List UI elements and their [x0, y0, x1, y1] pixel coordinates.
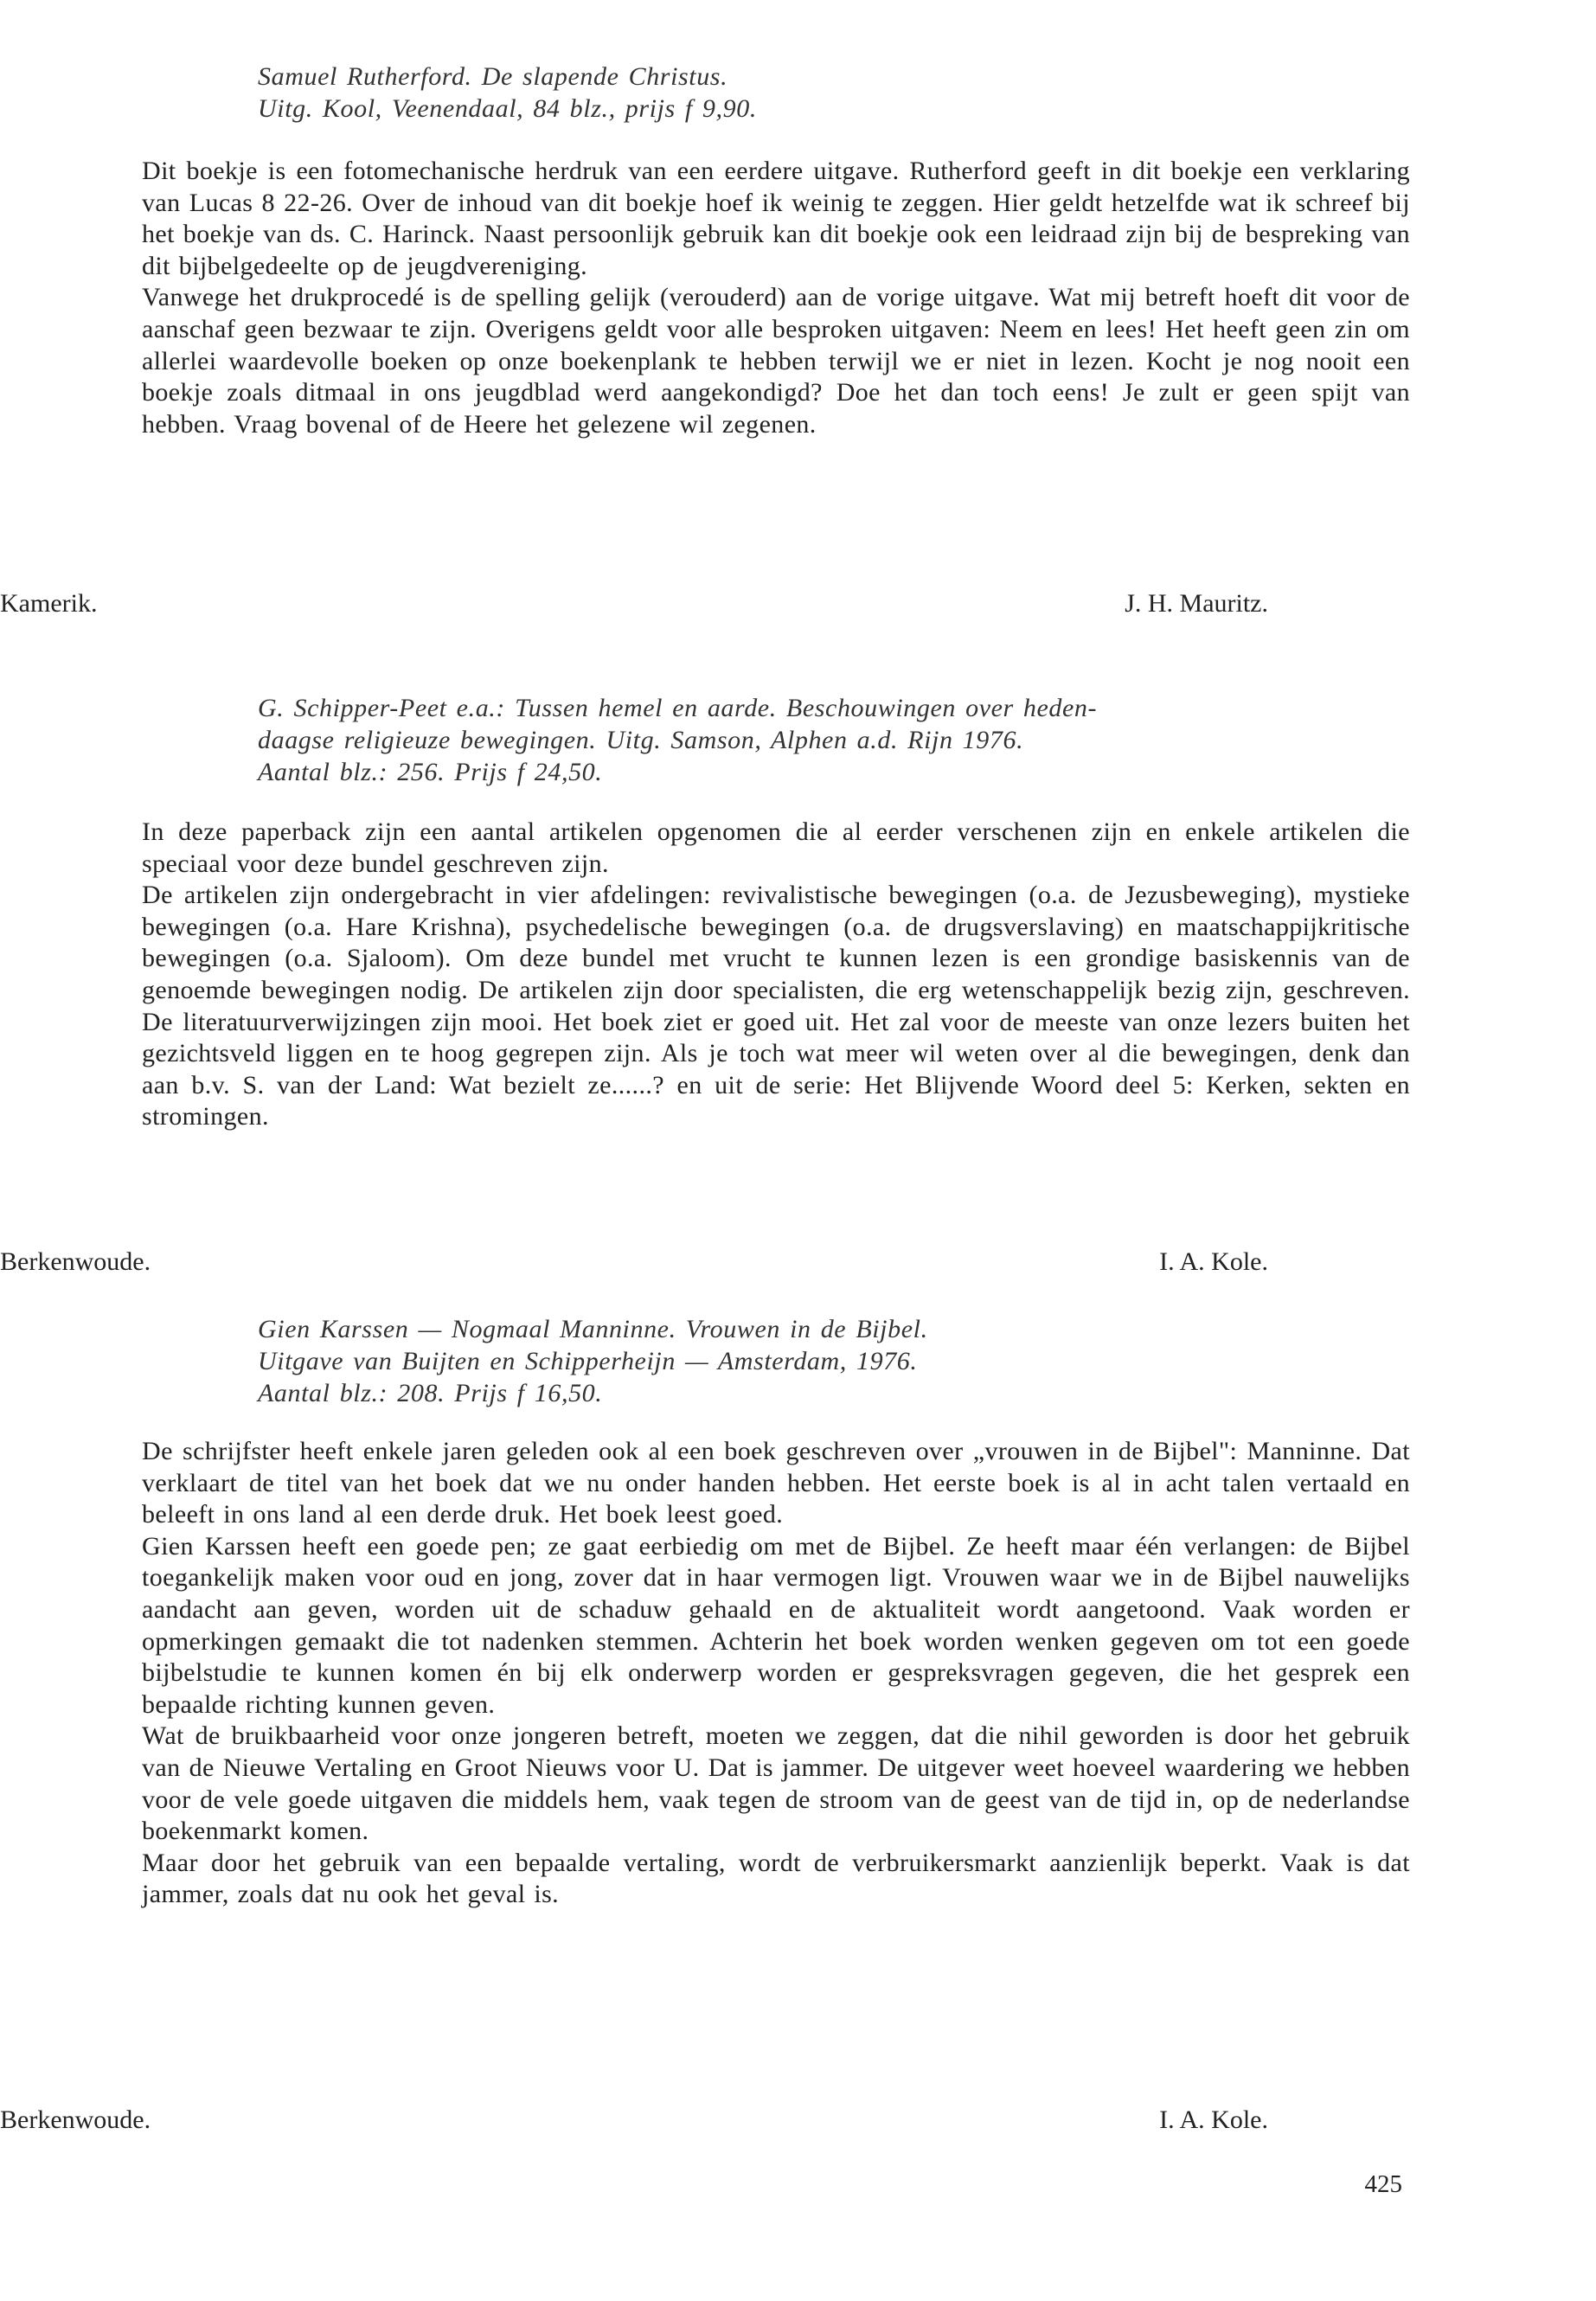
review-3-body — [142, 1436, 1410, 1911]
reviewer-name: I. A. Kole. — [1159, 2106, 1268, 2134]
heading-line: Aantal blz.: 208. Prijs f 16,50. — [258, 1379, 603, 1407]
page-number: 425 — [1364, 2170, 1402, 2198]
place: Berkenwoude. — [0, 1247, 151, 1276]
heading-line: daagse religieuze bewegingen. Uitg. Samson, Alphen a.d. Rijn 1976. — [258, 726, 1024, 754]
place: Berkenwoude. — [0, 2106, 151, 2134]
heading-line: G. Schipper-Peet e.a.: Tussen hemel en aarde. Beschouwingen over heden- — [258, 694, 1098, 722]
heading-line: Samuel Rutherford. De slapende Christus. — [258, 62, 728, 91]
review-3-heading — [258, 1313, 1382, 1409]
paragraph: Gien Karssen heeft een goede pen; ze gaat eerbiedig om met de Bijbel. Ze heeft maar één verlangen: de Bijbel toegankelijk maken voor oud en jong, zover dat in haar vermogen ligt. Vrouwen waar we in de Bijbel nauwelijks aandacht aan geven, worden uit de schaduw gehaald en de aktualiteit wordt aangetoond. Vaak worden er opmerkingen gemaakt die tot nadenken stemmen. Achterin het boek worden wenken gegeven om tot een goede bijbelstudie te kunnen komen én bij elk onderwerp worden er gespreksvragen gegeven, die het gesprek een bepaalde richting kunnen geven. — [142, 1531, 1410, 1719]
paragraph: De schrijfster heeft enkele jaren geleden ook al een boek geschreven over „vrouwen in de Bijbel": Manninne. Dat verklaart de titel van het boek dat we nu onder handen hebben. Het eerste boek is al in acht talen vertaald en beleeft in ons land al een derde druk. Het boek leest goed. — [142, 1437, 1410, 1529]
place: Kamerik. — [0, 589, 98, 618]
reviewer-name: I. A. Kole. — [1159, 1247, 1268, 1276]
paragraph: De artikelen zijn ondergebracht in vier afdelingen: revivalistische bewegingen (o.a. de Jezusbeweging), mystieke bewegingen (o.a. Hare Krishna), psychedelische bewegingen (o.a. de drugsverslaving) en maatschappijkritische bewegingen (o.a. Sjaloom). Om deze bundel met vrucht te kunnen lezen is een grondige basiskennis van de genoemde bewegingen nodig. De artikelen zijn door specialisten, die erg wetenschappelijk bezig zijn, geschreven. De literatuurverwijzingen zijn mooi. Het boek ziet er goed uit. Het zal voor de meeste van onze lezers buiten het gezichtsveld liggen en te hoog gegrepen zijn. Als je toch wat meer wil weten over al die bewegingen, denk dan aan b.v. S. van der Land: Wat bezielt ze......? en uit de serie: Het Blijvende Woord deel 5: Kerken, sekten en stromingen. — [142, 881, 1410, 1131]
paragraph: In deze paperback zijn een aantal artikelen opgenomen die al eerder verschenen zijn en enkele artikelen die speciaal voor deze bundel geschreven zijn. — [142, 817, 1410, 878]
heading-line: Uitgave van Buijten en Schipperheijn — Amsterdam, 1976. — [258, 1347, 918, 1375]
review-1-body — [142, 156, 1410, 440]
paragraph: Maar door het gebruik van een bepaalde vertaling, wordt de verbruikersmarkt aanzienlijk beperkt. Vaak is dat jammer, zoals dat nu ook het geval is. — [142, 1848, 1410, 1909]
review-2-heading — [258, 692, 1410, 788]
heading-line: Aantal blz.: 256. Prijs f 24,50. — [258, 758, 603, 786]
reviewer-name: J. H. Mauritz. — [1125, 589, 1268, 618]
review-1-heading — [258, 61, 1382, 125]
review-2-body — [142, 817, 1410, 1133]
heading-line: Gien Karssen — Nogmaal Manninne. Vrouwen in de Bijbel. — [258, 1315, 928, 1343]
paragraph: Dit boekje is een fotomechanische herdruk van een eerdere uitgave. Rutherford geeft in dit boekje een verklaring van Lucas 8 22-26. Over de inhoud van dit boekje hoef ik weinig te zeggen. Hier geldt hetzelfde wat ik schreef bij het boekje van ds. C. Harinck. Naast persoonlijk gebruik kan dit boekje ook een leidraad zijn bij de bespreking van dit bijbelgedeelte op de jeugdvereniging. — [142, 157, 1410, 280]
heading-line: Uitg. Kool, Veenendaal, 84 blz., prijs f 9,90. — [258, 94, 757, 123]
paragraph: Wat de bruikbaarheid voor onze jongeren betreft, moeten we zeggen, dat die nihil geworden is door het gebruik van de Nieuwe Vertaling en Groot Nieuws voor U. Dat is jammer. De uitgever weet hoeveel waardering we hebben voor de vele goede uitgaven die middels hem, vaak tegen de stroom van de geest van de tijd in, op de nederlandse boekenmarkt komen. — [142, 1721, 1410, 1846]
paragraph: Vanwege het drukprocedé is de spelling gelijk (verouderd) aan de vorige uitgave. Wat mij betreft hoeft dit voor de aanschaf geen bezwaar te zijn. Overigens geldt voor alle besproken uitgaven: Neem en lees! Het heeft geen zin om allerlei waardevolle boeken op onze boekenplank te hebben terwijl we er niet in lezen. Kocht je nog nooit een boekje zoals ditmaal in ons jeugdblad werd aangekondigd? Doe het dan toch eens! Je zult er geen spijt van hebben. Vraag bovenal of de Heere het gelezene wil zegenen. — [142, 283, 1410, 439]
